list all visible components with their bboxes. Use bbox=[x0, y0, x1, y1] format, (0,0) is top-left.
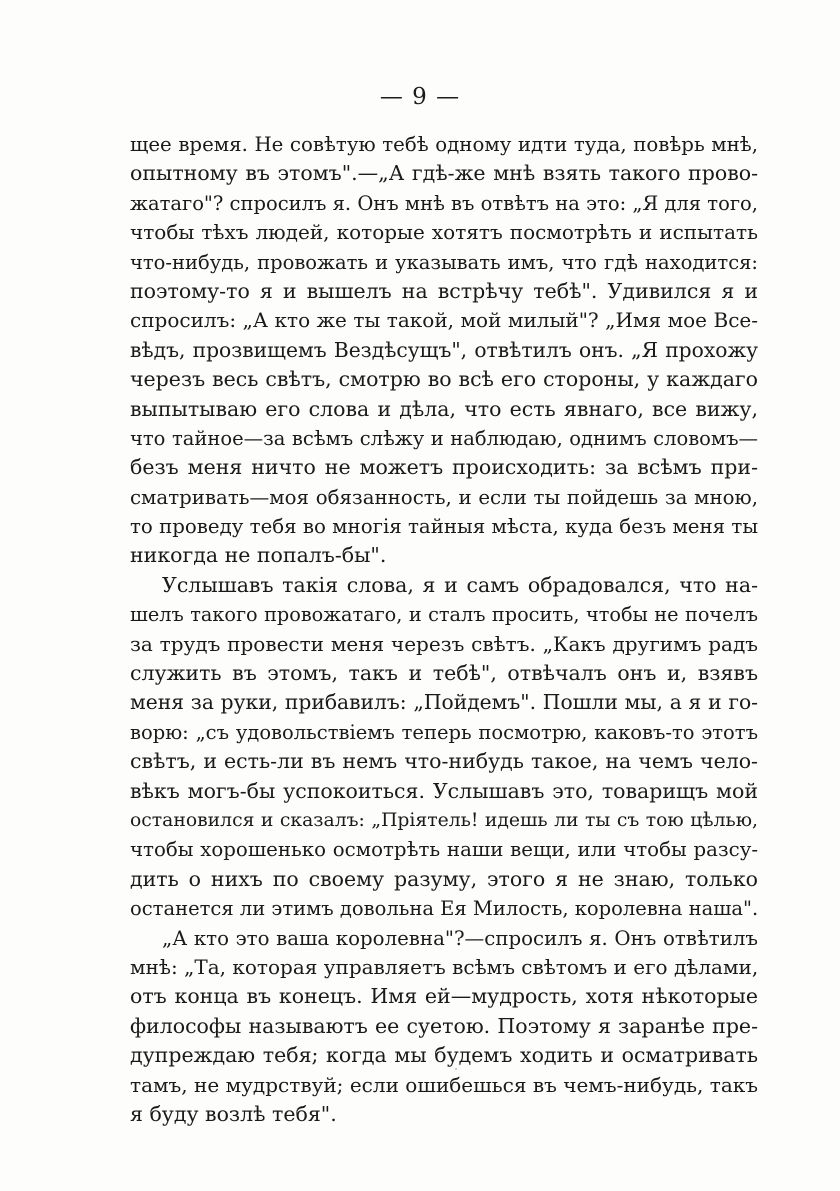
paragraph-first-line: „А кто это ваша королевна"?—спросилъ я. Онъ отвѣтилъ bbox=[162, 926, 758, 950]
text-line: черезъ весь свѣтъ, смотрю во всѣ его стороны, у каждаго bbox=[130, 367, 758, 392]
text-line: чтобы хорошенько осмотрѣть наши вещи, или чтобы разсу- bbox=[130, 838, 758, 862]
page-number: — 9 — bbox=[379, 84, 461, 110]
text-line: поэтому-то я и вышелъ на встрѣчу тебѣ". Удивился я и bbox=[130, 278, 758, 303]
text-line: дупреждаю тебя; когда мы будемъ ходить и осматривать bbox=[130, 1043, 758, 1068]
text-line: ворю: „съ удовольствіемъ теперь посмотрю, каковъ-то этотъ bbox=[130, 720, 758, 744]
text-line: дить о нихъ по своему разуму, этого я не знаю, только bbox=[130, 866, 758, 891]
text-line: служить въ этомъ, такъ и тебѣ", отвѣчалъ онъ и, взявъ bbox=[130, 661, 758, 686]
text-line: что тайное—за всѣмъ слѣжу и наблюдаю, однимъ словомъ— bbox=[130, 426, 758, 450]
text-line: шелъ такого провожатаго, и сталъ просить, чтобы не почелъ bbox=[130, 603, 758, 627]
text-line: останется ли этимъ довольна Ея Милость, королевна наша". bbox=[130, 897, 759, 921]
text-line: меня за руки, прибавилъ: „Пойдемъ". Пошли мы, а я и го- bbox=[130, 690, 758, 715]
text-line: чтобы тѣхъ людей, которые хотятъ посмотрѣть и испытать bbox=[130, 220, 758, 245]
text-line: остановился и сказалъ: „Пріятель! идешь ли ты съ тою цѣлью, bbox=[130, 809, 758, 831]
text-line: спросилъ: „А кто же ты такой, мой милый"? „Имя мое Все- bbox=[130, 308, 758, 333]
text-line: безъ меня ничто не можетъ происходить: за всѣмъ при- bbox=[130, 455, 758, 480]
text-line: сматривать—моя обязанность, и если ты пойдешь за мною, bbox=[130, 485, 758, 509]
text-line: за трудъ провести меня черезъ свѣтъ. „Какъ другимъ радъ bbox=[130, 631, 758, 656]
paragraph-first-line: Услышавъ такія слова, я и самъ обрадовался, что на- bbox=[162, 572, 758, 597]
text-line: мнѣ: „Та, которая управляетъ всѣмъ свѣтомъ и его дѣлами, bbox=[130, 954, 759, 979]
text-line: свѣтъ, и есть-ли въ немъ что-нибудь такое, на чемъ чело- bbox=[130, 749, 758, 774]
body-text bbox=[130, 130, 758, 1129]
text-line: я буду возлѣ тебя". bbox=[130, 1101, 337, 1126]
text-line: выпытываю его слова и дѣла, что есть явнаго, все вижу, bbox=[130, 396, 758, 421]
text-line: тамъ, не мудрствуй; если ошибешься въ чемъ-нибудь, такъ bbox=[130, 1072, 758, 1097]
paper-speck bbox=[455, 1068, 457, 1070]
text-line: никогда не попалъ-бы". bbox=[130, 543, 387, 568]
text-line: опытному въ этомъ".—„А гдѣ-же мнѣ взять такого прово- bbox=[130, 161, 758, 186]
text-line: отъ конца въ конецъ. Имя ей—мудрость, хотя нѣкоторые bbox=[130, 984, 758, 1009]
text-line: щее время. Не совѣтую тебѣ одному идти туда, повѣрь мнѣ, bbox=[130, 133, 758, 156]
text-line: жатаго"? спросилъ я. Онъ мнѣ въ отвѣтъ на это: „Я для того, bbox=[130, 191, 758, 215]
text-line: что-нибудь, провожать и указывать имъ, что гдѣ находится: bbox=[130, 250, 758, 274]
text-line: то проведу тебя во многія тайныя мѣста, куда безъ меня ты bbox=[130, 515, 759, 539]
text-line: вѣкъ могъ-бы успокоиться. Услышавъ это, товарищъ мой bbox=[130, 778, 758, 803]
text-line: философы называютъ ее суетою. Поэтому я заранѣе пре- bbox=[130, 1013, 758, 1038]
text-line: вѣдъ, прозвищемъ Вездѣсущъ", отвѣтилъ онъ. „Я прохожу bbox=[130, 337, 758, 362]
